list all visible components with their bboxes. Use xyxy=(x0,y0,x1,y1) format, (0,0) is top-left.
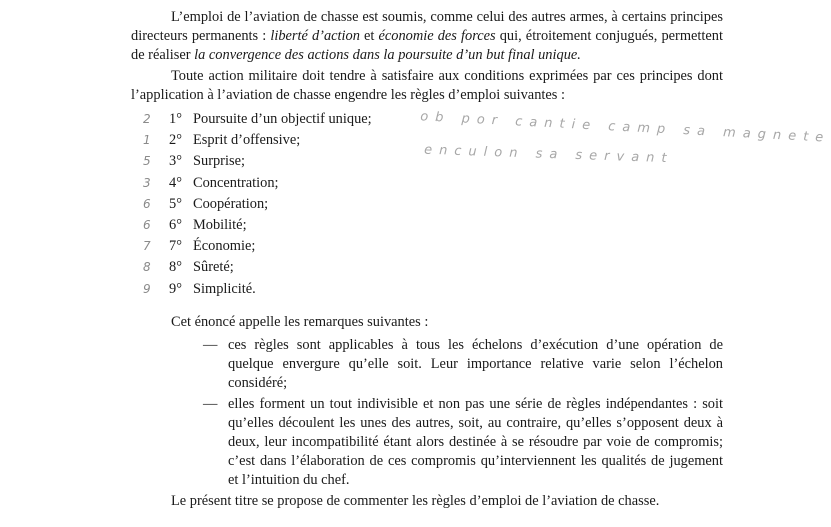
remarks-intro: Cet énoncé appelle les remarques suivantes : xyxy=(171,314,429,330)
rule-item xyxy=(143,194,443,215)
p1-italic-liberte: liberté d’action xyxy=(270,28,360,44)
handwritten-number: 2 xyxy=(143,112,151,126)
rule-text: Coopération; xyxy=(193,195,269,212)
rule-text: Mobilité; xyxy=(193,216,247,233)
paragraph-conditions xyxy=(131,67,723,105)
rule-item xyxy=(143,173,443,194)
remark-dash: — xyxy=(203,337,218,353)
handwritten-number: 6 xyxy=(143,196,151,211)
handwritten-number: 7 xyxy=(143,239,151,254)
rule-text: Simplicité. xyxy=(193,280,256,297)
closing-sentence: Le présent titre se propose de commenter les règles d’emploi de l’aviation de chasse. xyxy=(171,493,660,509)
rule-number: 7° xyxy=(169,238,182,255)
rule-number: 4° xyxy=(169,174,182,191)
p1-part2: et xyxy=(359,28,379,44)
handwritten-number: 3 xyxy=(143,175,151,190)
rule-text: Économie; xyxy=(193,238,256,255)
rule-number: 1° xyxy=(169,111,182,127)
rule-item xyxy=(143,236,443,257)
rule-item xyxy=(143,215,443,236)
remark-item xyxy=(203,336,723,393)
rule-number: 3° xyxy=(169,153,182,170)
rule-item xyxy=(143,279,443,300)
handwritten-number: 5 xyxy=(143,154,151,169)
rule-number: 2° xyxy=(169,132,182,149)
p1-italic-convergence: la convergence des actions dans la poursuite d’un but final unique. xyxy=(194,47,581,63)
rule-text: Concentration; xyxy=(193,174,279,191)
remark-text: elles forment un tout indivisible et non pas une série de règles indépendantes : soit qu’elles découlent les unes des autres, soit, au contraire, qu’elles s’opposent deux à deux, leur incompatibilité étant alors destinée à se résoudre par voie de compromis; c’est dans l’élaboration de ces compromis qu’interviennent les qualités de jugement et l’intuition du chef. xyxy=(228,396,723,488)
rule-text: Esprit d’offensive; xyxy=(193,132,301,149)
rule-number: 6° xyxy=(169,216,182,233)
rule-text: Surprise; xyxy=(193,153,245,170)
rule-text: Sûreté; xyxy=(193,259,234,276)
handwritten-number: 9 xyxy=(143,281,151,296)
remark-item xyxy=(203,395,723,490)
p1-italic-economie: économie des forces xyxy=(378,28,496,44)
rule-item xyxy=(143,151,443,172)
handwritten-note-line2: enculon sa servant xyxy=(423,142,674,167)
rule-item xyxy=(143,257,443,278)
rule-number: 9° xyxy=(169,280,182,297)
remark-dash: — xyxy=(203,396,218,412)
handwritten-number: 6 xyxy=(143,217,151,232)
p2-text: Toute action militaire doit tendre à satisfaire aux conditions exprimées par ces principes dont l’application à l’aviation de chasse engendre les règles d’emploi suivantes : xyxy=(131,68,723,103)
rules-list xyxy=(143,109,443,300)
handwritten-note-line1: ob por cantie camp sa magnete xyxy=(419,109,831,146)
remark-text: ces règles sont applicables à tous les échelons d’exécution d’une opération de quelque envergure qu’elle soit. Leur importance relative varie selon l’échelon considéré; xyxy=(228,337,723,391)
handwritten-number: 8 xyxy=(143,260,151,275)
rule-item xyxy=(143,109,443,130)
rule-item xyxy=(143,130,443,151)
rule-text: Poursuite d’un objectif unique; xyxy=(193,111,372,127)
rule-number: 8° xyxy=(169,259,182,276)
p1-part1: L’emploi de l’aviation de chasse est soumis, comme celui des autres armes, à certains principes directeurs permanents : xyxy=(131,9,723,44)
rule-number: 5° xyxy=(169,195,182,212)
p1-part3: qui, étroitement conjugués, permettent de réaliser xyxy=(131,28,723,63)
paragraph-principles xyxy=(131,8,723,65)
handwritten-number: 1 xyxy=(143,133,151,148)
